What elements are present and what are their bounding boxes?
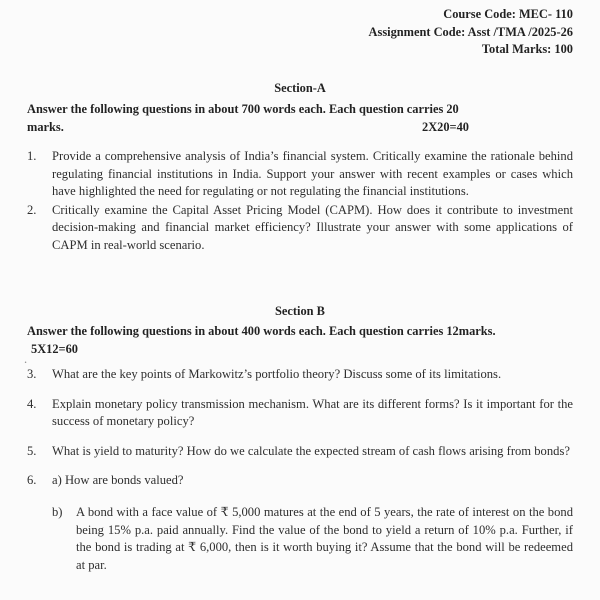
question-text: Provide a comprehensive analysis of India’s financial system. Critically examine the rationale behind regulating financial institutions in India. Support your answer with recent examples or cases which have highlighted the need for regulating or not regulating the financial institutions. bbox=[52, 149, 573, 199]
question-item-6 bbox=[20, 472, 573, 574]
section-a-instruction bbox=[27, 101, 573, 136]
section-a-instruction-line1: Answer the following questions in about 700 words each. Each question carries 20 bbox=[27, 102, 459, 116]
question-item bbox=[20, 443, 573, 461]
question-number: 6. bbox=[27, 473, 37, 488]
question-6-body bbox=[52, 472, 573, 574]
question-item bbox=[20, 366, 573, 384]
question-6-part-a-label: a) bbox=[52, 473, 62, 488]
section-b-instruction-line1: Answer the following questions in about 400 words each. Each question carries 12marks. bbox=[27, 324, 496, 338]
section-a-marks-formula: 2X20=40 bbox=[422, 119, 469, 134]
course-code: Course Code: MEC- 110 bbox=[443, 7, 573, 21]
document-header bbox=[153, 6, 573, 59]
section-a-heading: Section-A bbox=[274, 81, 326, 95]
total-marks: Total Marks: 100 bbox=[481, 42, 573, 56]
section-b-question-list bbox=[20, 366, 573, 586]
question-text: Explain monetary policy transmission mechanism. What are its different forms? Is it important for the success of monetary policy? bbox=[52, 396, 573, 429]
question-text: What is yield to maturity? How do we calculate the expected stream of cash flows arising from bonds? bbox=[52, 443, 570, 458]
question-item bbox=[20, 202, 573, 255]
question-number: 2. bbox=[27, 202, 37, 217]
question-item bbox=[20, 148, 573, 201]
section-a-question-list bbox=[20, 148, 573, 255]
question-6-part-b-text: A bond with a face value of ₹ 5,000 matures at the end of 5 years, the rate of interest on the bond being 15% p.a. paid annually. Find the value of the bond to yield a return of 10% p.a. Further, if the bond is trading at ₹ 6,000, then is it worth buying it? Assume that the bond will be redeemed at par. bbox=[76, 504, 573, 572]
question-text: What are the key points of Markowitz’s portfolio theory? Discuss some of its limitations. bbox=[52, 367, 502, 381]
question-text: Critically examine the Capital Asset Pricing Model (CAPM). How does it contribute to investment decision-making and financial market efficiency? Illustrate your answer with some applications of CAPM in real-world scenario. bbox=[52, 202, 573, 252]
section-a-instruction-line2: marks. bbox=[27, 119, 64, 134]
question-6-part-b bbox=[52, 504, 573, 574]
question-number: 3. bbox=[27, 367, 37, 381]
section-b-instruction bbox=[27, 323, 580, 358]
section-b-marks-formula: 5X12=60 bbox=[31, 341, 78, 356]
stray-punctuation-mark: . bbox=[24, 352, 28, 366]
assignment-code: Assignment Code: Asst /TMA /2025-26 bbox=[368, 24, 573, 39]
question-number: 1. bbox=[27, 149, 37, 163]
question-6-part-a bbox=[52, 473, 184, 487]
section-b-heading: Section B bbox=[275, 304, 325, 318]
question-item bbox=[20, 396, 573, 431]
question-number: 5. bbox=[27, 443, 37, 458]
question-6-part-b-label: b) bbox=[52, 504, 63, 519]
question-6-part-a-text: How are bonds valued? bbox=[64, 473, 184, 488]
question-number: 4. bbox=[27, 396, 37, 411]
